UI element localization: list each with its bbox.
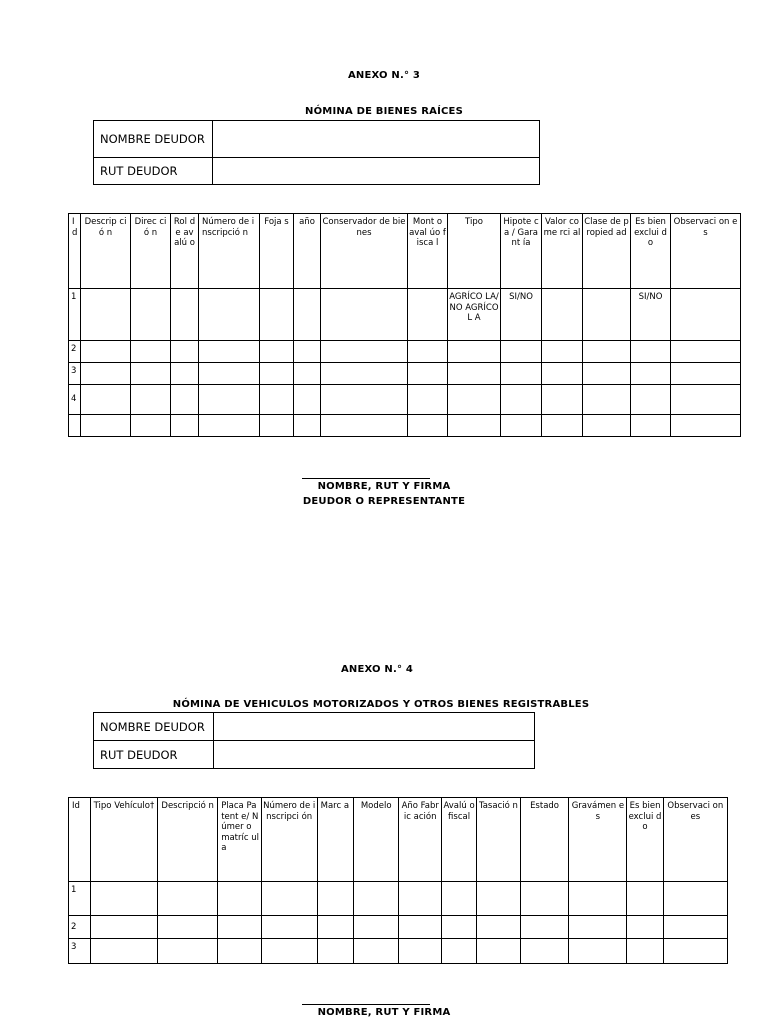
table-cell[interactable]	[399, 939, 441, 964]
table-cell[interactable]	[441, 939, 476, 964]
col-header: Gravámen e s	[569, 798, 627, 882]
table-cell[interactable]	[631, 415, 671, 437]
table-cell[interactable]	[294, 385, 321, 415]
table-cell[interactable]	[81, 341, 131, 363]
table-cell[interactable]	[542, 363, 583, 385]
table-cell[interactable]	[671, 385, 741, 415]
col-header: Tipo	[448, 214, 501, 289]
table-cell[interactable]	[583, 341, 631, 363]
row-id: 4	[69, 385, 81, 415]
table-cell[interactable]	[501, 363, 542, 385]
table-cell[interactable]	[408, 385, 448, 415]
table-row	[69, 385, 741, 415]
annex4-debtor-table	[93, 712, 535, 769]
table-cell[interactable]	[171, 341, 199, 363]
table-cell[interactable]	[321, 385, 408, 415]
col-header: Descrip ció n	[81, 214, 131, 289]
table-cell[interactable]	[171, 385, 199, 415]
debtor-name-field[interactable]	[214, 713, 535, 741]
table-cell[interactable]	[408, 289, 448, 341]
table-cell[interactable]	[441, 882, 476, 916]
table-cell[interactable]	[542, 385, 583, 415]
table-cell[interactable]	[663, 882, 727, 916]
table-cell[interactable]	[317, 939, 353, 964]
annex3-signature-line	[302, 478, 430, 479]
annex3-signature-role: DEUDOR O REPRESENTANTE	[302, 496, 466, 507]
table-cell[interactable]	[294, 363, 321, 385]
col-header: Id	[69, 798, 91, 882]
table-cell[interactable]	[631, 341, 671, 363]
col-header: Observaci on es	[671, 214, 741, 289]
table-cell[interactable]	[399, 882, 441, 916]
annex3-title: ANEXO N.° 3	[347, 70, 421, 81]
table-header-row	[69, 798, 728, 882]
annex4-subtitle: NÓMINA DE VEHICULOS MOTORIZADOS Y OTROS BIENES REGISTRABLES	[172, 699, 590, 710]
table-row	[69, 939, 728, 964]
debtor-rut-label: RUT DEUDOR	[94, 741, 214, 769]
table-cell[interactable]	[199, 341, 260, 363]
table-row	[69, 882, 728, 916]
col-header: Año Fabric ación	[399, 798, 441, 882]
table-cell[interactable]	[353, 939, 399, 964]
table-cell[interactable]	[671, 289, 741, 341]
table-cell[interactable]	[408, 415, 448, 437]
table-cell[interactable]	[477, 916, 521, 939]
table-cell[interactable]	[260, 385, 294, 415]
col-header: Descripció n	[158, 798, 218, 882]
col-header: Valor come rci al	[542, 214, 583, 289]
table-cell[interactable]	[321, 363, 408, 385]
table-cell[interactable]	[520, 939, 569, 964]
table-cell[interactable]	[260, 289, 294, 341]
debtor-rut-field[interactable]	[213, 158, 540, 185]
table-cell[interactable]	[294, 415, 321, 437]
table-cell[interactable]	[353, 916, 399, 939]
table-row	[69, 289, 741, 341]
col-header: Modelo	[353, 798, 399, 882]
table-cell[interactable]	[90, 882, 157, 916]
table-cell[interactable]	[218, 939, 262, 964]
col-header: año	[294, 214, 321, 289]
row-id: 1	[69, 289, 81, 341]
table-cell[interactable]	[631, 363, 671, 385]
table-cell[interactable]	[520, 882, 569, 916]
annex3-subtitle: NÓMINA DE BIENES RAÍCES	[305, 106, 463, 117]
table-cell[interactable]	[542, 341, 583, 363]
table-cell[interactable]	[81, 385, 131, 415]
debtor-name-label: NOMBRE DEUDOR	[94, 713, 214, 741]
table-cell[interactable]	[569, 882, 627, 916]
col-header: Es bien exclui do	[627, 798, 663, 882]
col-header: Número de inscripció n	[199, 214, 260, 289]
hipoteca-cell[interactable]: SI/NO	[501, 289, 542, 341]
table-cell[interactable]	[90, 916, 157, 939]
table-cell[interactable]	[477, 939, 521, 964]
table-cell[interactable]	[199, 363, 260, 385]
table-cell[interactable]	[158, 939, 218, 964]
table-cell[interactable]	[158, 916, 218, 939]
table-row	[69, 341, 741, 363]
table-cell[interactable]	[631, 385, 671, 415]
col-header: Mont o aval úo fisca l	[408, 214, 448, 289]
table-cell[interactable]	[218, 882, 262, 916]
col-header: Es bien exclui do	[631, 214, 671, 289]
annex3-debtor-table	[93, 120, 540, 185]
table-cell[interactable]	[583, 415, 631, 437]
col-header: Número de inscripci ón	[261, 798, 317, 882]
table-cell[interactable]	[171, 363, 199, 385]
table-cell[interactable]	[399, 916, 441, 939]
table-cell[interactable]	[671, 341, 741, 363]
col-header: Estado	[520, 798, 569, 882]
table-cell[interactable]	[501, 415, 542, 437]
col-header: Tipo Vehículo†	[90, 798, 157, 882]
col-header: Tasació n	[477, 798, 521, 882]
excluido-cell[interactable]: SI/NO	[631, 289, 671, 341]
annex4-signature-line	[302, 1004, 430, 1005]
table-cell[interactable]	[317, 916, 353, 939]
table-cell[interactable]	[448, 363, 501, 385]
row-id: 2	[69, 916, 91, 939]
col-header: Marc a	[317, 798, 353, 882]
table-cell[interactable]	[542, 289, 583, 341]
table-cell[interactable]	[261, 939, 317, 964]
table-cell[interactable]	[583, 363, 631, 385]
table-cell[interactable]	[81, 415, 131, 437]
col-header: Clase de propied ad	[583, 214, 631, 289]
annex3-property-table	[68, 213, 741, 437]
col-header: Rol de av alú o	[171, 214, 199, 289]
debtor-rut-label: RUT DEUDOR	[94, 158, 213, 185]
row-id: 3	[69, 939, 91, 964]
annex4-signature-label: NOMBRE, RUT Y FIRMA	[317, 1007, 451, 1018]
table-cell[interactable]	[627, 939, 663, 964]
table-cell[interactable]	[321, 415, 408, 437]
debtor-name-label: NOMBRE DEUDOR	[94, 121, 213, 158]
debtor-rut-field[interactable]	[214, 741, 535, 769]
table-cell[interactable]	[569, 939, 627, 964]
table-cell[interactable]	[671, 363, 741, 385]
table-cell[interactable]	[260, 415, 294, 437]
row-id: 2	[69, 341, 81, 363]
table-cell[interactable]	[131, 341, 171, 363]
table-cell[interactable]	[477, 882, 521, 916]
table-cell[interactable]	[81, 363, 131, 385]
annex3-signature-label: NOMBRE, RUT Y FIRMA	[317, 481, 451, 492]
tipo-cell[interactable]: AGRÍCO LA/ NO AGRÍCOL A	[448, 289, 501, 341]
table-cell[interactable]	[261, 882, 317, 916]
table-cell[interactable]	[671, 415, 741, 437]
table-cell[interactable]	[441, 916, 476, 939]
table-cell[interactable]	[448, 415, 501, 437]
table-cell[interactable]	[90, 939, 157, 964]
table-cell[interactable]	[260, 341, 294, 363]
annex4-title: ANEXO N.° 4	[340, 664, 414, 675]
table-cell[interactable]	[663, 939, 727, 964]
col-header: Foja s	[260, 214, 294, 289]
table-cell[interactable]	[131, 415, 171, 437]
table-cell[interactable]	[627, 916, 663, 939]
table-cell[interactable]	[408, 341, 448, 363]
table-row	[69, 415, 741, 437]
table-cell[interactable]	[542, 415, 583, 437]
table-cell[interactable]	[131, 363, 171, 385]
table-cell[interactable]	[260, 363, 294, 385]
table-cell[interactable]	[158, 882, 218, 916]
table-cell[interactable]	[448, 341, 501, 363]
table-cell[interactable]	[448, 385, 501, 415]
col-header: Id	[69, 214, 81, 289]
table-cell[interactable]	[583, 289, 631, 341]
table-cell[interactable]	[321, 341, 408, 363]
col-header: Direc ció n	[131, 214, 171, 289]
table-cell[interactable]	[321, 289, 408, 341]
col-header: Conservador de bienes	[321, 214, 408, 289]
row-id	[69, 415, 81, 437]
table-cell[interactable]	[583, 385, 631, 415]
table-cell[interactable]	[199, 415, 260, 437]
table-cell[interactable]	[81, 289, 131, 341]
table-row	[69, 363, 741, 385]
table-cell[interactable]	[294, 289, 321, 341]
table-cell[interactable]	[408, 363, 448, 385]
table-cell[interactable]	[218, 916, 262, 939]
table-cell[interactable]	[501, 385, 542, 415]
debtor-name-field[interactable]	[213, 121, 540, 158]
table-cell[interactable]	[294, 341, 321, 363]
table-cell[interactable]	[317, 882, 353, 916]
table-cell[interactable]	[199, 289, 260, 341]
table-cell[interactable]	[131, 289, 171, 341]
col-header: Hipote ca / Garant ía	[501, 214, 542, 289]
table-cell[interactable]	[663, 916, 727, 939]
table-cell[interactable]	[171, 415, 199, 437]
table-cell[interactable]	[261, 916, 317, 939]
table-cell[interactable]	[627, 882, 663, 916]
col-header: Observaci on es	[663, 798, 727, 882]
table-cell[interactable]	[353, 882, 399, 916]
table-cell[interactable]	[501, 341, 542, 363]
table-cell[interactable]	[569, 916, 627, 939]
col-header: Avalú o fiscal	[441, 798, 476, 882]
table-cell[interactable]	[131, 385, 171, 415]
table-cell[interactable]	[520, 916, 569, 939]
table-cell[interactable]	[171, 289, 199, 341]
table-row	[69, 916, 728, 939]
row-id: 1	[69, 882, 91, 916]
col-header: Placa Patent e/ Númer o matríc ul a	[218, 798, 262, 882]
table-header-row	[69, 214, 741, 289]
annex4-vehicle-table	[68, 797, 728, 964]
table-cell[interactable]	[199, 385, 260, 415]
row-id: 3	[69, 363, 81, 385]
